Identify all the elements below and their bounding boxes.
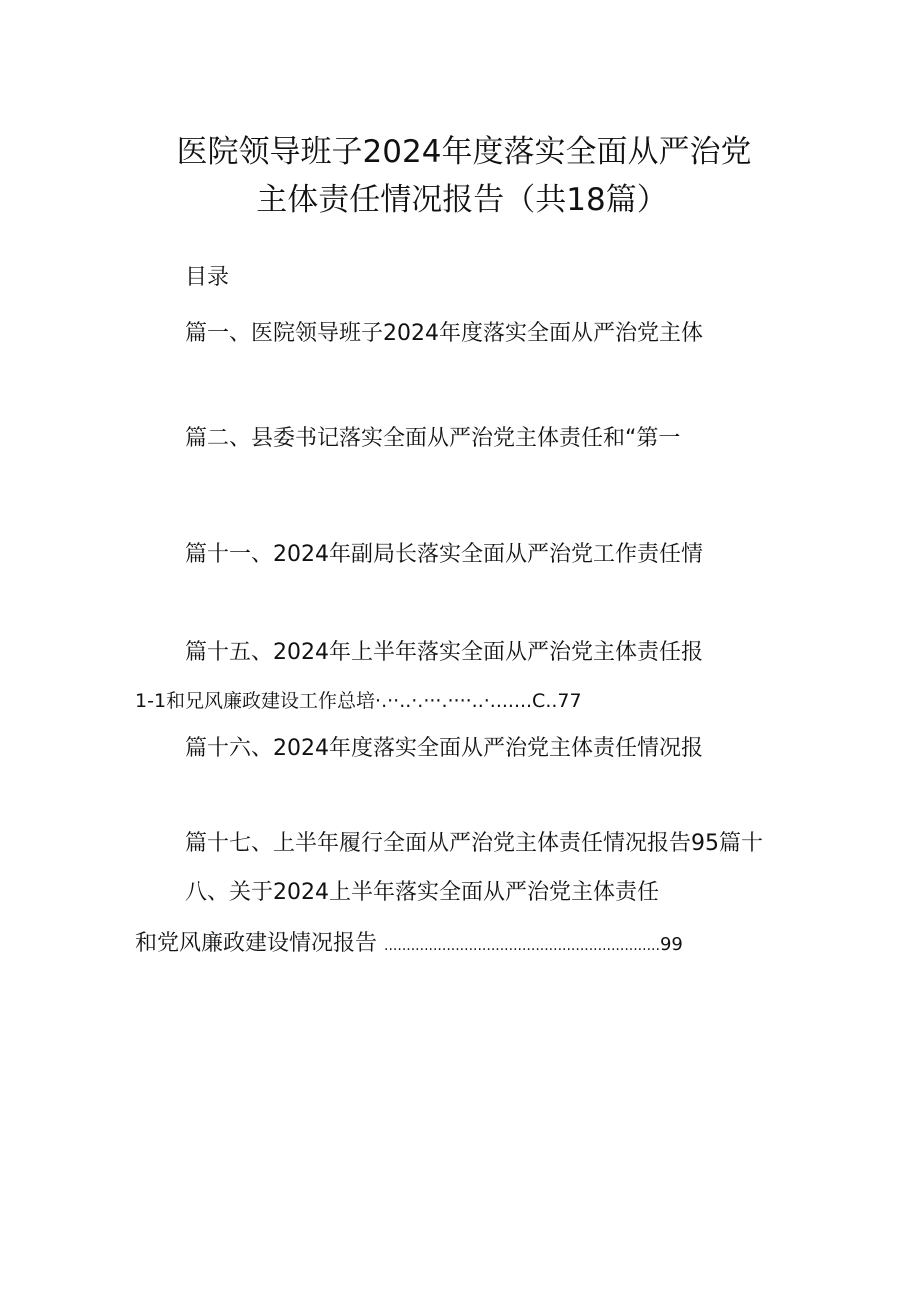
document-title-line-1: 医院领导班子2024年度落实全面从严治党 bbox=[176, 134, 752, 170]
toc-entry-18[interactable]: 八、关于2024上半年落实全面从严治党主体责任 bbox=[185, 880, 659, 905]
toc-page-number: 99 bbox=[659, 934, 683, 955]
toc-heading: 目录 bbox=[185, 265, 230, 290]
toc-entry-16[interactable]: 篇十六、2024年度落实全面从严治党主体责任情况报 bbox=[185, 736, 703, 761]
toc-entry-18-continuation[interactable] bbox=[135, 926, 683, 957]
toc-entry-17[interactable]: 篇十七、上半年履行全面从严治党主体责任情况报告95篇十 bbox=[185, 831, 763, 856]
toc-entry-11[interactable]: 篇十一、2024年副局长落实全面从严治党工作责任情 bbox=[185, 542, 703, 567]
document-title-line-2: 主体责任情况报告（共18篇） bbox=[256, 182, 668, 218]
toc-entry-2[interactable]: 篇二、县委书记落实全面从严治党主体责任和“第一 bbox=[185, 426, 681, 451]
toc-entry-15[interactable]: 篇十五、2024年上半年落实全面从严治党主体责任报 bbox=[185, 640, 703, 665]
toc-dot-leader: .............................................................. bbox=[384, 938, 660, 954]
toc-entry-18-title-end: 和党风廉政建设情况报告 bbox=[135, 931, 378, 956]
toc-entry-15-continuation[interactable]: 1-1和兄风廉政建设工作总培·.··..·.···.····..·.......C..77 bbox=[135, 690, 582, 712]
toc-entry-1[interactable]: 篇一、医院领导班子2024年度落实全面从严治党主体 bbox=[185, 321, 703, 346]
